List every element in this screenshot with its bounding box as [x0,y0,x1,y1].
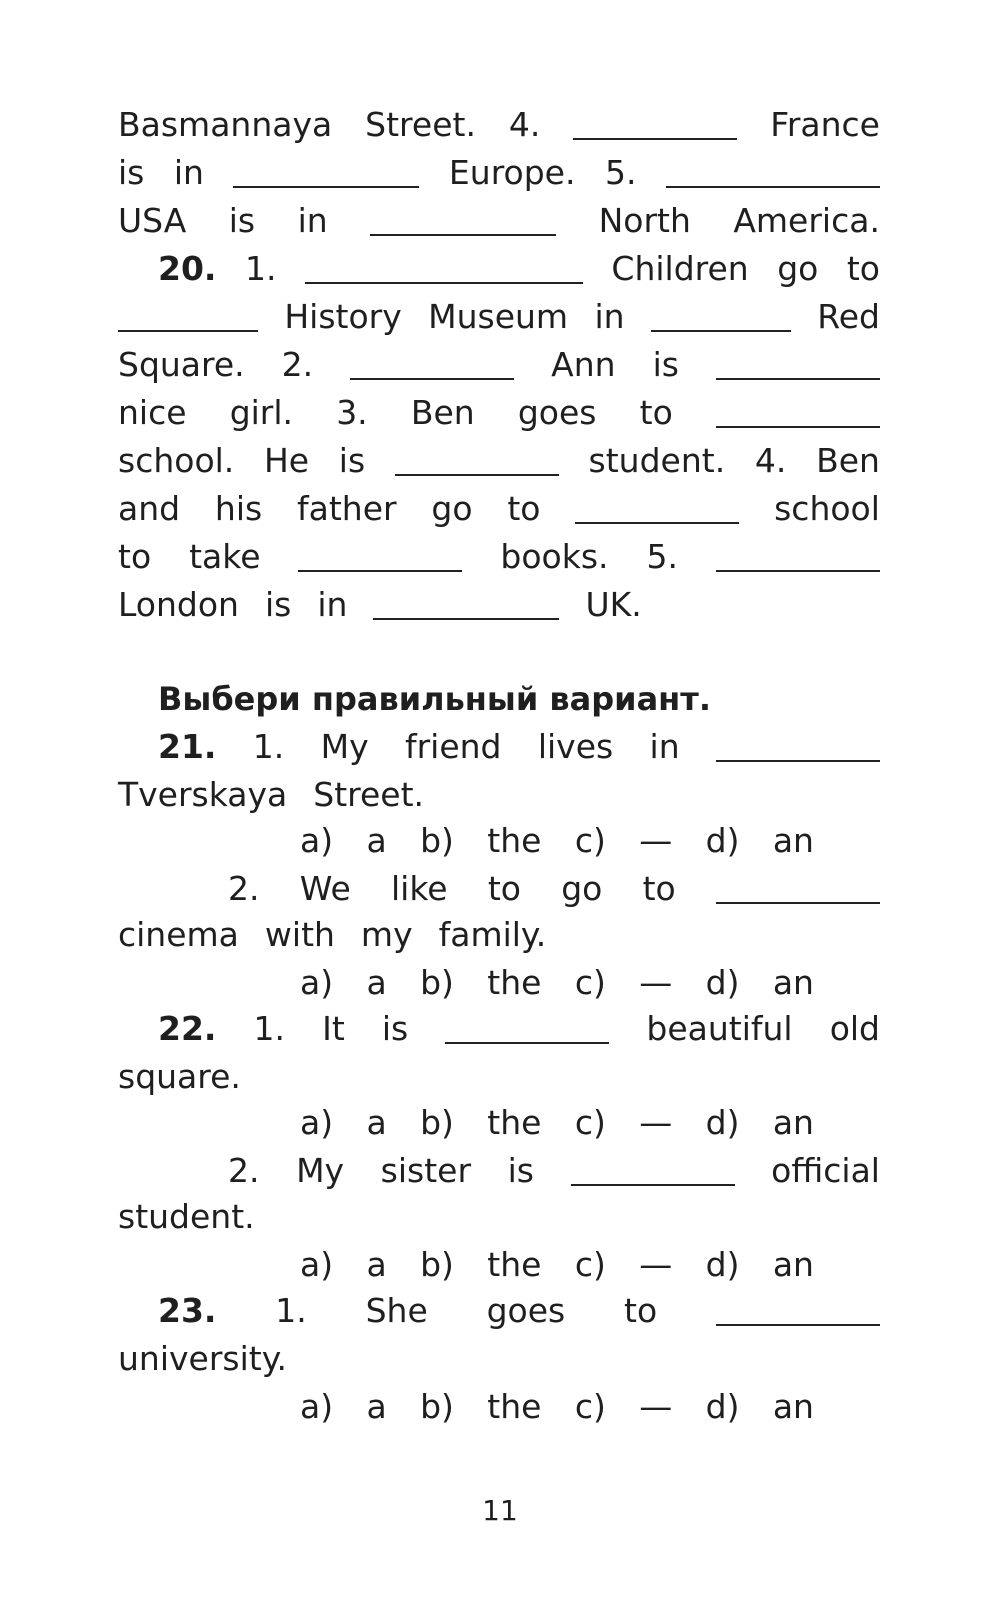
option-label: d) [705,1245,740,1284]
word: History [284,297,402,336]
option-b[interactable]: the [487,1103,542,1142]
answer-blank[interactable] [716,902,880,904]
exercise-number: 22. [158,1009,217,1048]
word: 2. [228,869,260,908]
option-label: c) [574,1245,606,1284]
option-label: d) [705,963,740,1002]
text-line [118,772,880,818]
option-b[interactable]: the [487,1387,542,1426]
word: Ben [816,441,880,480]
word: and [118,489,181,528]
answer-blank[interactable] [716,426,880,428]
word: North [598,201,691,240]
answer-blank[interactable] [298,570,462,572]
text-line [118,1336,880,1382]
word: in [594,297,625,336]
text-line [118,342,880,388]
option-label: b) [420,1387,454,1426]
word: sister [380,1151,472,1190]
option-a[interactable]: a [366,963,387,1002]
word: to [118,537,152,576]
exercise-22-line [118,1006,880,1052]
option-b[interactable]: the [487,1245,542,1284]
word: France [770,105,880,144]
word: 1. [275,1291,307,1330]
option-c[interactable]: — [639,963,673,1002]
text-line [118,1148,880,1194]
word: Ann [551,345,616,384]
answer-blank[interactable] [350,378,514,380]
word: London [118,585,239,624]
word: goes [486,1291,566,1330]
option-d[interactable]: an [772,963,814,1002]
word: his [214,489,263,528]
option-label: c) [574,1103,606,1142]
answer-blank[interactable] [666,186,880,188]
text-line [118,1194,880,1240]
option-label: a) [300,963,334,1002]
word: Tverskaya [118,775,288,814]
word: Square. [118,345,245,384]
option-label: d) [705,1103,740,1142]
word: in [649,727,680,766]
text-line [118,294,880,340]
option-label: a) [300,1245,334,1284]
options-line [118,960,814,1006]
word: Children [611,249,749,288]
word: square. [118,1057,241,1096]
text-line [118,912,880,958]
option-d[interactable]: an [772,1103,814,1142]
option-label: d) [705,821,740,860]
word: like [391,869,448,908]
word: My [320,727,369,766]
word: Europe. [448,153,576,192]
word: father [297,489,397,528]
word: official [771,1151,880,1190]
option-label: b) [420,1103,454,1142]
option-label: b) [420,1245,454,1284]
word: my [360,915,413,954]
option-c[interactable]: — [639,1245,673,1284]
option-c[interactable]: — [639,1387,673,1426]
option-label: c) [574,963,606,1002]
word: to [507,489,541,528]
word: My [296,1151,345,1190]
word: school. [118,441,235,480]
word: in [173,153,204,192]
text-line [118,866,880,912]
word: is [652,345,679,384]
word: 2. [228,1151,260,1190]
word: to [487,869,521,908]
word: cinema [118,915,239,954]
word: Street. [365,105,476,144]
word: student. [588,441,726,480]
word: UK. [585,585,642,624]
word: 2. [281,345,314,384]
word: old [829,1009,880,1048]
word: Street. [313,775,425,814]
word: family. [438,915,547,954]
instruction-heading: Выбери правильный вариант. [158,680,711,718]
word: 3. [336,393,368,432]
answer-blank[interactable] [575,522,739,524]
exercise-23-line [118,1288,880,1334]
word: He [263,441,310,480]
word: 4. [508,105,541,144]
word: is [118,153,145,192]
answer-blank[interactable] [573,138,737,140]
word: girl. [229,393,294,432]
word: in [297,201,328,240]
answer-blank[interactable] [716,378,880,380]
option-c[interactable]: — [639,821,673,860]
option-b[interactable]: the [487,821,542,860]
word: with [264,915,335,954]
word: 1. [252,727,285,766]
word: is [338,441,366,480]
answer-blank[interactable] [233,186,419,188]
text-line [118,390,880,436]
word: is [381,1009,409,1048]
word: 4. [754,441,787,480]
word: America. [733,201,880,240]
exercise-21-line [118,724,880,770]
word: nice [118,393,187,432]
word: school [774,489,880,528]
option-a[interactable]: a [366,1387,387,1426]
exercise-number: 20. [158,249,217,288]
option-d[interactable]: an [772,1387,814,1426]
option-label: d) [705,1387,740,1426]
answer-blank[interactable] [716,1324,880,1326]
word: 1. [253,1009,286,1048]
options-line [118,1242,814,1288]
word: It [322,1009,345,1048]
word: 5. [646,537,678,576]
word: friend [404,727,502,766]
word: Red [817,297,880,336]
answer-blank[interactable] [445,1042,609,1044]
text-line [118,1054,880,1100]
word: USA [118,201,187,240]
word: go [561,869,603,908]
option-label: b) [420,821,454,860]
answer-blank[interactable] [716,570,880,572]
word: goes [517,393,597,432]
word: to [624,1291,658,1330]
page-number: 11 [482,1494,518,1527]
word: take [189,537,261,576]
text-line [118,486,880,532]
word: 1. [244,249,277,288]
options-line [118,1384,814,1430]
option-b[interactable]: the [487,963,542,1002]
option-label: c) [574,1387,606,1426]
answer-blank[interactable] [651,330,791,332]
option-a[interactable]: a [366,1245,387,1284]
word: in [317,585,348,624]
word: We [299,869,351,908]
word: university. [118,1339,288,1378]
option-label: a) [300,1103,334,1142]
word: is [228,201,256,240]
word: books. [500,537,609,576]
options-line [118,1100,814,1146]
word: student. [118,1197,255,1236]
option-label: c) [574,821,606,860]
word: lives [537,727,614,766]
word: is [507,1151,534,1190]
answer-blank[interactable] [716,760,880,762]
options-line [118,818,814,864]
text-line [118,198,880,244]
text-line [118,582,880,628]
answer-blank[interactable] [395,474,559,476]
exercise-number: 23. [158,1291,217,1330]
option-d[interactable]: an [772,1245,814,1284]
word: to [639,393,673,432]
option-c[interactable]: — [639,1103,673,1142]
word: to [642,869,676,908]
word: She [365,1291,428,1330]
word: is [264,585,292,624]
word: Museum [428,297,569,336]
word: Basmannaya [118,105,333,144]
option-a[interactable]: a [366,821,387,860]
text-line [118,102,880,148]
word: go [431,489,473,528]
option-d[interactable]: an [772,821,814,860]
option-label: b) [420,963,454,1002]
exercise-20-line [118,246,880,292]
word: beautiful [646,1009,793,1048]
answer-blank[interactable] [118,330,258,332]
word: Ben [410,393,475,432]
text-line [118,150,880,196]
word: to [846,249,880,288]
option-a[interactable]: a [366,1103,387,1142]
exercise-number: 21. [158,727,217,766]
word: 5. [604,153,637,192]
answer-blank[interactable] [370,234,556,236]
text-line [118,534,880,580]
option-label: a) [300,1387,334,1426]
answer-blank[interactable] [305,282,583,284]
word: go [777,249,819,288]
text-line [118,438,880,484]
answer-blank[interactable] [373,618,559,620]
option-label: a) [300,821,334,860]
answer-blank[interactable] [571,1184,735,1186]
